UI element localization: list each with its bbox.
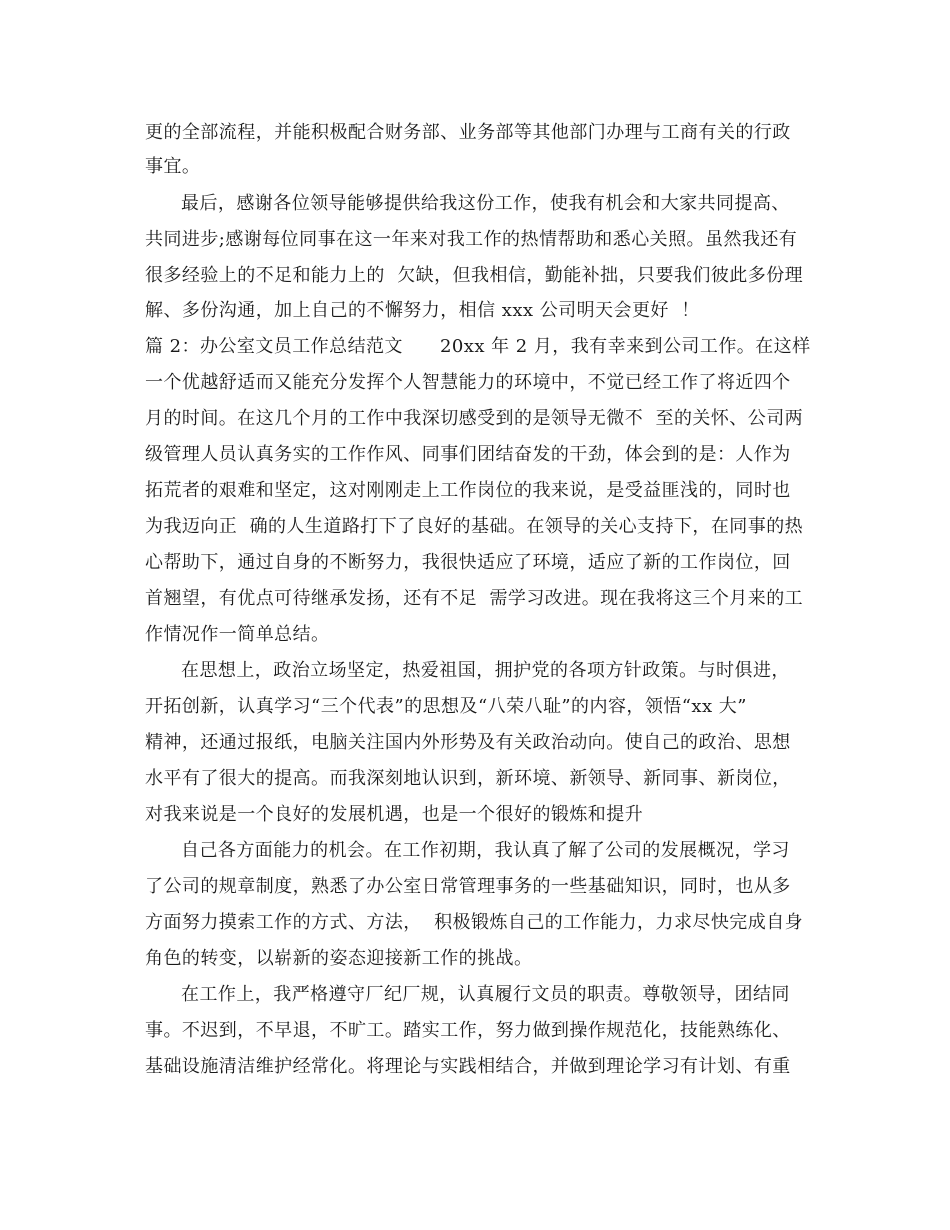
section-heading-line: 篇 2：办公室文员工作总结范文 20xx 年 2 月，我有幸来到公司工作。在这样 bbox=[145, 336, 811, 357]
text-line: 水平有了很大的提高。而我深刻地认识到，新环境、新领导、新同事、新岗位， bbox=[145, 768, 791, 789]
text-line: 解、多份沟通，加上自己的不懈努力，相信 xxx 公司明天会更好 ！ bbox=[145, 300, 700, 321]
text-line: 一个优越舒适而又能充分发挥个人智慧能力的环境中，不觉已经工作了将近四个 bbox=[145, 372, 791, 393]
paragraph-first-line: 自己各方面能力的机会。在工作初期，我认真了解了公司的发展概况，学习 bbox=[181, 840, 790, 861]
text-line: 拓荒者的艰难和坚定，这对刚刚走上工作岗位的我来说，是受益匪浅的，同时也 bbox=[145, 480, 791, 501]
text-line: 了公司的规章制度，熟悉了办公室日常管理事务的一些基础知识，同时，也从多 bbox=[145, 876, 791, 897]
text-line: 共同进步;感谢每位同事在这一年来对我工作的热情帮助和悉心关照。虽然我还有 bbox=[145, 229, 798, 250]
text-line: 更的全部流程，并能积极配合财务部、业务部等其他部门办理与工商有关的行政 bbox=[145, 122, 791, 143]
text-line: 为我迈向正 确的人生道路打下了良好的基础。在领导的关心支持下，在同事的热 bbox=[145, 516, 804, 537]
paragraph-first-line: 在思想上，政治立场坚定，热爱祖国，拥护党的各项方针政策。与时俱进， bbox=[181, 660, 790, 681]
text-line: 基础设施清洁维护经常化。将理论与实践相结合，并做到理论学习有计划、有重 bbox=[145, 1056, 791, 1077]
text-line: 月的时间。在这几个月的工作中我深切感受到的是领导无微不 至的关怀、公司两 bbox=[145, 408, 804, 429]
text-line: 对我来说是一个良好的发展机遇，也是一个很好的锻炼和提升 bbox=[145, 804, 644, 825]
text-line: 心帮助下，通过自身的不断努力，我很快适应了环境，适应了新的工作岗位，回 bbox=[145, 552, 791, 573]
text-line: 精神，还通过报纸，电脑关注国内外形势及有关政治动向。使自己的政治、思想 bbox=[145, 732, 791, 753]
text-line: 开拓创新，认真学习“三个代表”的思想及“八荣八耻”的内容，领悟“xx 大” bbox=[145, 696, 747, 717]
text-line: 首翘望，有优点可待继承发扬，还有不足 需学习改进。现在我将这三个月来的工 bbox=[145, 588, 804, 609]
paragraph-first-line: 最后，感谢各位领导能够提供给我这份工作，使我有机会和大家共同提高、 bbox=[181, 193, 790, 214]
text-line: 方面努力摸索工作的方式、方法， 积极锻炼自己的工作能力，力求尽快完成自身 bbox=[145, 912, 804, 933]
text-line: 级管理人员认真务实的工作作风、同事们团结奋发的干劲，体会到的是：人作为 bbox=[145, 444, 791, 465]
text-line: 事宜。 bbox=[145, 156, 201, 177]
text-line: 很多经验上的不足和能力上的 欠缺，但我相信，勤能补拙，只要我们彼此多份理 bbox=[145, 265, 804, 286]
text-line: 作情况作一简单总结。 bbox=[145, 624, 330, 645]
text-line: 事。不迟到，不早退，不旷工。踏实工作，努力做到操作规范化，技能熟练化、 bbox=[145, 1020, 791, 1041]
text-line: 角色的转变，以崭新的姿态迎接新工作的挑战。 bbox=[145, 948, 533, 969]
paragraph-first-line: 在工作上，我严格遵守厂纪厂规，认真履行文员的职责。尊敬领导，团结同 bbox=[181, 984, 790, 1005]
